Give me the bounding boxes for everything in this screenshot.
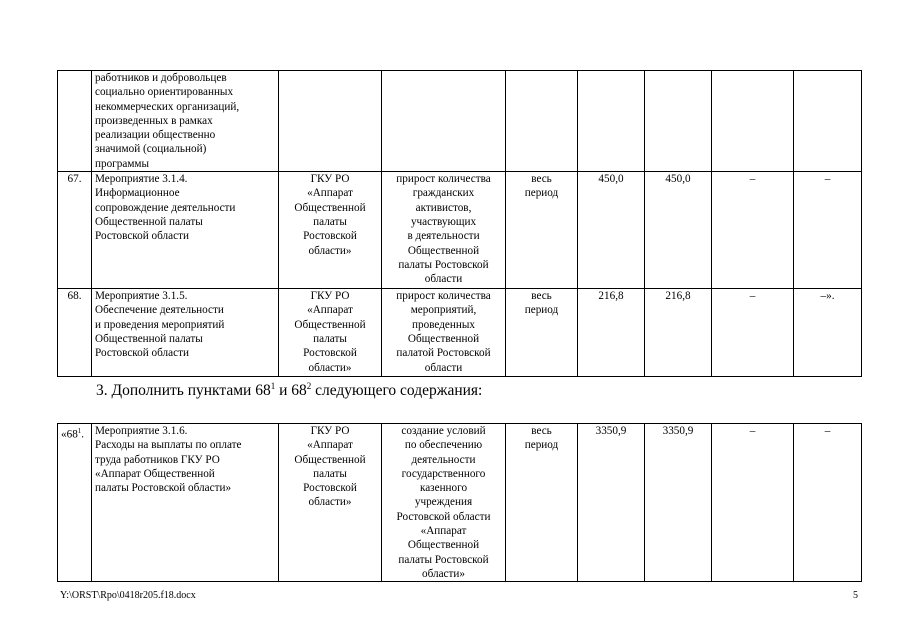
- paragraph-sup-1: 1: [270, 380, 276, 391]
- amendment-paragraph: [96, 382, 482, 400]
- value-2: 3350,9: [645, 424, 712, 582]
- table-row: [58, 172, 862, 289]
- row-number: [58, 71, 92, 172]
- value-4: –».: [794, 289, 862, 377]
- row-number: [58, 424, 92, 582]
- table-row: [58, 289, 862, 377]
- value-2: [645, 71, 712, 172]
- value-2: 216,8: [645, 289, 712, 377]
- page-number: 5: [853, 590, 858, 601]
- program-table-bottom: [57, 423, 862, 582]
- value-3: –: [712, 289, 794, 377]
- value-3: –: [712, 424, 794, 582]
- table-row: [58, 424, 862, 582]
- program-table-top: [57, 70, 862, 377]
- executor: ГКУ РО «Аппарат Общественной палаты Ростовской области»: [279, 172, 382, 289]
- indicator: прирост количества мероприятий, проведенных Общественной палатой Ростовской области: [382, 289, 506, 377]
- period: [506, 71, 578, 172]
- value-1: [578, 71, 645, 172]
- paragraph-lead: 3. Дополнить пунктами 68: [96, 382, 271, 399]
- value-3: [712, 71, 794, 172]
- table-row: [58, 71, 862, 172]
- value-3: –: [712, 172, 794, 289]
- paragraph-tail: следующего содержания:: [311, 382, 483, 399]
- paragraph-sup-2: 2: [306, 380, 312, 391]
- footer-file-path: Y:\ORST\Rpo\0418r205.f18.docx: [60, 590, 196, 601]
- value-4: [794, 71, 862, 172]
- executor: [279, 71, 382, 172]
- row-number-suffix: .: [81, 428, 85, 441]
- value-1: 450,0: [578, 172, 645, 289]
- event-name: Мероприятие 3.1.5. Обеспечение деятельности и проведения мероприятий Общественной палаты Ростовской области: [92, 289, 279, 377]
- event-name: Мероприятие 3.1.4. Информационное сопровождение деятельности Общественной палаты Ростовской области: [92, 172, 279, 289]
- executor: ГКУ РО «Аппарат Общественной палаты Ростовской области»: [279, 424, 382, 582]
- value-1: 3350,9: [578, 424, 645, 582]
- indicator: создание условий по обеспечению деятельности государственного казенного учреждения Ростовской области «Аппарат Общественной палаты Ростовской области»: [382, 424, 506, 582]
- event-name: Мероприятие 3.1.6. Расходы на выплаты по оплате труда работников ГКУ РО «Аппарат Общественной палаты Ростовской области»: [92, 424, 279, 582]
- indicator: [382, 71, 506, 172]
- period: весь период: [506, 172, 578, 289]
- executor: ГКУ РО «Аппарат Общественной палаты Ростовской области»: [279, 289, 382, 377]
- value-4: –: [794, 424, 862, 582]
- event-name: работников и добровольцев социально ориентированных некоммерческих организаций, произведенных в рамках реализации общественно значимой (социальной) программы: [92, 71, 279, 172]
- period: весь период: [506, 424, 578, 582]
- value-1: 216,8: [578, 289, 645, 377]
- indicator: прирост количества гражданских активистов, участвующих в деятельности Общественной палаты Ростовской области: [382, 172, 506, 289]
- value-4: –: [794, 172, 862, 289]
- row-number: 68.: [58, 289, 92, 377]
- paragraph-mid: и 68: [275, 382, 307, 399]
- row-number-prefix: «68: [61, 428, 78, 441]
- value-2: 450,0: [645, 172, 712, 289]
- row-number: 67.: [58, 172, 92, 289]
- period: весь период: [506, 289, 578, 377]
- row-number-sup: 1: [77, 427, 82, 435]
